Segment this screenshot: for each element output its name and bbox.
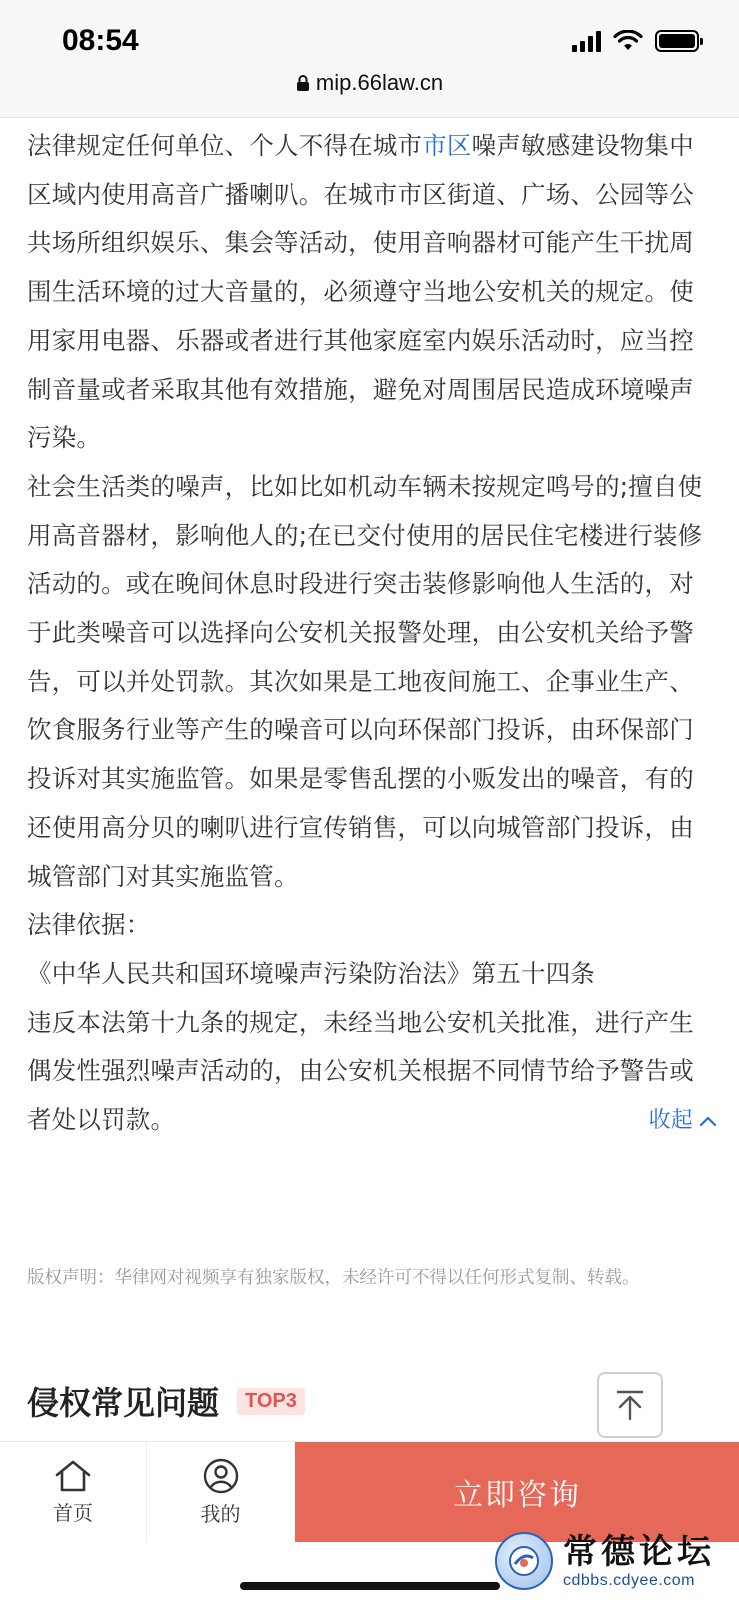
back-to-top-button[interactable] bbox=[597, 1372, 663, 1438]
legal-basis-label: 法律依据： bbox=[27, 910, 151, 940]
paragraph-text: 法律规定任何单位、个人不得在城市 bbox=[27, 131, 423, 160]
paragraph-text: 噪声敏感建设物集中区域内使用高音广播喇叭。在城市市区街道、广场、公园等公共场所组织娱乐、集会等活动，使用音响器材可能产生干扰周围生活环境的过大音量的，必须遵守当地公安机关的规定。使用家用电器、乐器或者进行其他家庭室内娱乐活动时，应当控制音量或者采取其他有效措施，避免对周围居民造成环境噪声污染。 bbox=[27, 131, 694, 453]
collapse-label: 收起 bbox=[648, 1107, 693, 1133]
battery-icon bbox=[655, 30, 699, 52]
status-time: 08:54 bbox=[62, 24, 139, 57]
faq-title-text: 侵权常见问题 bbox=[27, 1384, 220, 1422]
address-bar[interactable] bbox=[0, 70, 739, 96]
user-icon bbox=[203, 1458, 239, 1494]
law-text: 违反本法第十九条的规定，未经当地公安机关批准，进行产生偶发性强烈噪声活动的，由公安机关根据不同情节给予警告或者处以罚款。 bbox=[27, 1007, 694, 1135]
url-text: mip.66law.cn bbox=[315, 70, 444, 95]
tab-mine-label: 我的 bbox=[200, 1501, 241, 1526]
watermark-url: cdbbs.cdyee.com bbox=[563, 1572, 696, 1589]
home-indicator bbox=[240, 1582, 500, 1590]
consult-now-button[interactable]: 立即咨询 bbox=[295, 1442, 739, 1542]
forum-logo-icon bbox=[495, 1532, 553, 1590]
home-icon bbox=[54, 1459, 92, 1493]
wifi-icon bbox=[613, 30, 643, 52]
law-title: 《中华人民共和国环境噪声污染防治法》第五十四条 bbox=[27, 958, 596, 988]
copyright-notice: 版权声明：华律网对视频享有独家版权，未经许可不得以任何形式复制、转载。 bbox=[27, 1268, 640, 1288]
status-bar bbox=[0, 0, 739, 118]
top3-badge: TOP3 bbox=[237, 1388, 305, 1415]
watermark bbox=[495, 1522, 727, 1600]
tab-home[interactable] bbox=[0, 1442, 147, 1542]
law-text-row bbox=[27, 999, 717, 1145]
article-body bbox=[27, 122, 717, 1145]
watermark-title: 常德论坛 bbox=[563, 1532, 715, 1572]
tab-home-label: 首页 bbox=[53, 1500, 93, 1525]
city-district-link[interactable]: 市区 bbox=[422, 131, 472, 160]
tab-mine[interactable] bbox=[147, 1442, 294, 1542]
collapse-button[interactable] bbox=[649, 1097, 717, 1145]
watermark-text bbox=[563, 1532, 715, 1590]
system-icons bbox=[572, 28, 699, 54]
faq-section-title bbox=[27, 1378, 305, 1424]
signal-icon bbox=[572, 30, 601, 52]
chevron-up-icon bbox=[699, 1115, 717, 1127]
lock-icon bbox=[296, 74, 310, 92]
article-paragraph: 社会生活类的噪声，比如比如机动车辆未按规定鸣号的;擅自使用高音器材，影响他人的;在已交付使用的居民住宅楼进行装修活动的。或在晚间休息时段进行突击装修影响他人生活的，对于此类噪音可以选择向公安机关报警处理，由公安机关给予警告，可以并处罚款。其次如果是工地夜间施工、企事业生产、饮食服务行业等产生的噪音可以向环保部门投诉，由环保部门投诉对其实施监管。如果是零售乱摆的小贩发出的噪音，有的还使用高分贝的喇叭进行宣传销售，可以向城管部门投诉，由城管部门对其实施监管。 bbox=[27, 471, 703, 891]
arrow-up-icon bbox=[613, 1388, 647, 1422]
article-paragraph bbox=[27, 122, 717, 463]
